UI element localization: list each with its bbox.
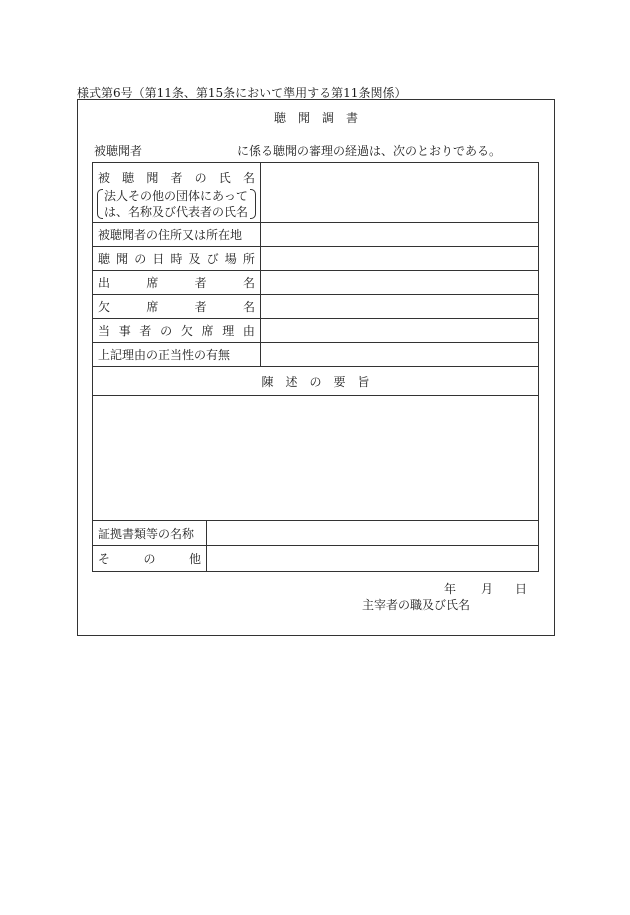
attendees-label-text: [98, 274, 255, 291]
row-justification: [93, 343, 538, 367]
label-char: 席: [146, 276, 159, 290]
intro-label: 被聴聞者: [94, 144, 143, 158]
row-address: [93, 223, 538, 247]
label-char: 出: [98, 276, 111, 290]
label-char: 他: [188, 552, 201, 566]
corporate-note-line2: は、名称及び代表者の氏名: [104, 205, 249, 219]
address-value-field[interactable]: [261, 223, 538, 246]
label-char: 日: [152, 252, 165, 266]
evidence-label: 証拠書類等の名称: [93, 521, 207, 545]
presiding-officer-label: 主宰者の職及び氏名: [362, 598, 471, 612]
other-value-field[interactable]: [207, 546, 538, 571]
label-char: 理: [222, 324, 235, 338]
row-absence-reason: [93, 319, 538, 343]
absentees-label-text: [98, 298, 255, 315]
name-label: [98, 169, 255, 186]
label-char: 由: [242, 324, 255, 338]
label-char: び: [206, 252, 219, 266]
hearing-record-form: [77, 99, 555, 636]
datetime-place-label-text: [98, 250, 255, 267]
row-datetime-place: [93, 247, 538, 271]
corporate-note-line1: 法人その他の団体にあって: [104, 189, 248, 203]
label-char: 者: [194, 276, 207, 290]
label-char: 欠: [98, 300, 111, 314]
label-char: 当: [98, 324, 111, 338]
label-char: 席: [201, 324, 214, 338]
name-label-char: の: [194, 171, 207, 185]
label-char: 所: [242, 252, 255, 266]
absentees-label: [93, 295, 261, 318]
label-char: 時: [170, 252, 183, 266]
label-char: 者: [139, 324, 152, 338]
absence-reason-label: [93, 319, 261, 342]
label-char: 及: [188, 252, 201, 266]
row-evidence: [93, 521, 538, 546]
datetime-place-label: [93, 247, 261, 270]
evidence-value-field[interactable]: [207, 521, 538, 545]
date-month: 月: [481, 582, 494, 596]
record-table: [92, 162, 539, 572]
label-char: 名: [242, 276, 255, 290]
form-reference: 様式第6号（第11条、第15条において準用する第11条関係）: [77, 86, 407, 100]
row-absentees: [93, 295, 538, 319]
label-char: 聞: [116, 252, 129, 266]
label-char: 者: [194, 300, 207, 314]
name-label-char: 氏: [218, 171, 231, 185]
absence-reason-label-text: [98, 322, 255, 339]
other-label-text: [98, 550, 201, 567]
row-other: [93, 546, 538, 571]
date-line: [78, 580, 554, 596]
other-label: [93, 546, 207, 571]
row-statement-header: [93, 367, 538, 396]
name-label-char: 名: [242, 171, 255, 185]
label-char: 聴: [98, 252, 111, 266]
label-char: 欠: [180, 324, 193, 338]
label-char: の: [160, 324, 173, 338]
label-char: 名: [242, 300, 255, 314]
statement-content-field[interactable]: [93, 396, 538, 520]
address-label: 被聴聞者の住所又は所在地: [93, 223, 261, 246]
label-char: の: [134, 252, 147, 266]
date-day: 日: [515, 582, 528, 596]
label-char: 場: [224, 252, 237, 266]
justification-label: 上記理由の正当性の有無: [93, 343, 261, 366]
name-label-char: 聴: [122, 171, 135, 185]
absence-reason-value-field[interactable]: [261, 319, 538, 342]
name-label-char: 聞: [146, 171, 159, 185]
date-year: 年: [444, 582, 457, 596]
name-label-block: [93, 163, 261, 222]
document-title: 聴 聞 調 書: [273, 111, 358, 125]
row-statement-content: [93, 396, 538, 521]
label-char: 席: [146, 300, 159, 314]
label-char: の: [143, 552, 156, 566]
absentees-value-field[interactable]: [261, 295, 538, 318]
statement-header: 陳 述 の 要 旨: [261, 374, 370, 389]
row-name: [93, 163, 538, 223]
justification-value-field[interactable]: [261, 343, 538, 366]
name-value-field[interactable]: [261, 163, 538, 222]
corporate-note: [98, 188, 255, 220]
row-attendees: [93, 271, 538, 295]
name-label-char: 被: [98, 171, 111, 185]
datetime-place-value-field[interactable]: [261, 247, 538, 270]
label-char: 事: [118, 324, 131, 338]
label-char: そ: [98, 552, 111, 566]
attendees-label: [93, 271, 261, 294]
attendees-value-field[interactable]: [261, 271, 538, 294]
intro-text: に係る聴聞の審理の経過は、次のとおりである。: [237, 144, 502, 158]
name-label-char: 者: [170, 171, 183, 185]
